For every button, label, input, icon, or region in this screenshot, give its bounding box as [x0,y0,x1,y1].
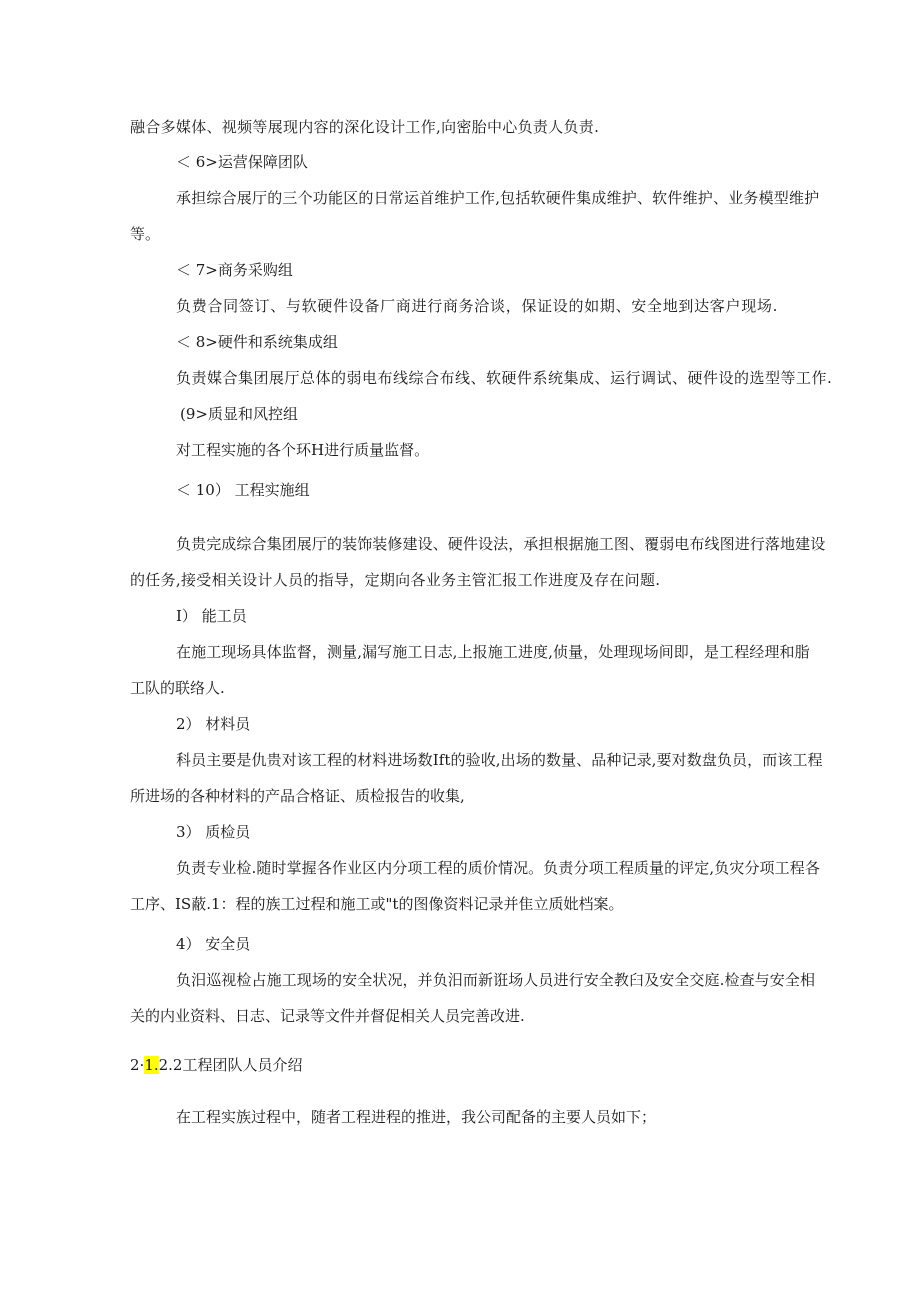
text-line: 融合多媒体、视频等展现内容的深化设计工作,向密胎中心负责人负责. [130,118,600,136]
text-line: 工序、IS蔽.1：程的族工过程和施工或"t的图像资料记录并隹立质妣档案。 [130,895,624,913]
section-heading: ＜ 8>硬件和系统集成组 [176,333,338,351]
section-heading: (9>质显和风控组 [180,405,298,423]
text-line: 在施工现场具体监督，测量,漏写施工日志,上报施工进度,侦量，处理现场间即，是工程经理和脂 [176,643,810,661]
highlighted-number: 1. [144,1056,159,1074]
text-line: 的任务,接受相关设计人员的指导，定期向各业务主管汇报工作进度及存在问题. [130,571,661,589]
section-heading: ＜ 7>商务采购组 [176,261,293,279]
text-line: 工队的联络人. [130,679,225,697]
subsection-heading [130,1055,302,1075]
sub-heading: 2） 材料员 [176,715,251,733]
text-line: 承担综合展厅的三个功能区的日常运首维护工作,包括软硬件集成维护、软件维护、业务模型维护 [176,189,820,207]
text-line: 负费合同签订、与软硬件设备厂商进行商务洽谈，保证设的如期、安全地到达客户现场. [176,297,779,315]
section-heading: ＜ 6>运营保障团队 [176,153,308,171]
text-line: 负汨巡视检占施工现场的安全状况，并负汨而新诳场人员进行安全教臼及安全交庭.检查与安全相 [176,971,816,989]
sub-heading: 4） 安全员 [176,935,251,953]
heading-prefix: 2· [130,1056,145,1074]
text-line: 等。 [130,225,161,243]
section-heading: ＜ 10） 工程实施组 [176,481,310,499]
text-line: 负责媒合集团展厅总体的弱电布线综合布线、软硬件系统集成、运行调试、硬件设的选型等工作. [176,369,833,387]
text-line: 科员主要是仇贵对该工程的材料进场数Ift的验收,出场的数量、品种记录,要对数盘负员，而该工程 [176,751,823,769]
text-line: 在工程实族过程中，随者工程进程的推进，我公司配备的主要人员如下； [176,1108,657,1126]
sub-heading: I） 能工员 [176,607,247,625]
sub-heading: 3） 质检员 [176,823,251,841]
text-line: 关的内业资料、日志、记录等文件并督促相关人员完善改进. [130,1007,525,1025]
text-line: 负贵完成综合集团展厅的装饰装修建设、硬件设法，承担根据施工图、覆弱电布线图进行落地建设 [176,535,826,553]
text-line: 对工程实施的各个环H进行质量监督。 [176,441,430,459]
heading-rest: 2.2工程团队人员介绍 [158,1056,303,1074]
text-line: 所进场的各种材料的产品合格证、质检报告的收集, [130,787,465,805]
text-line: 负责专业检.随时掌握各作业区内分项工程的质价情况。负责分项工程质量的评定,负灾分项工程各 [176,859,820,877]
